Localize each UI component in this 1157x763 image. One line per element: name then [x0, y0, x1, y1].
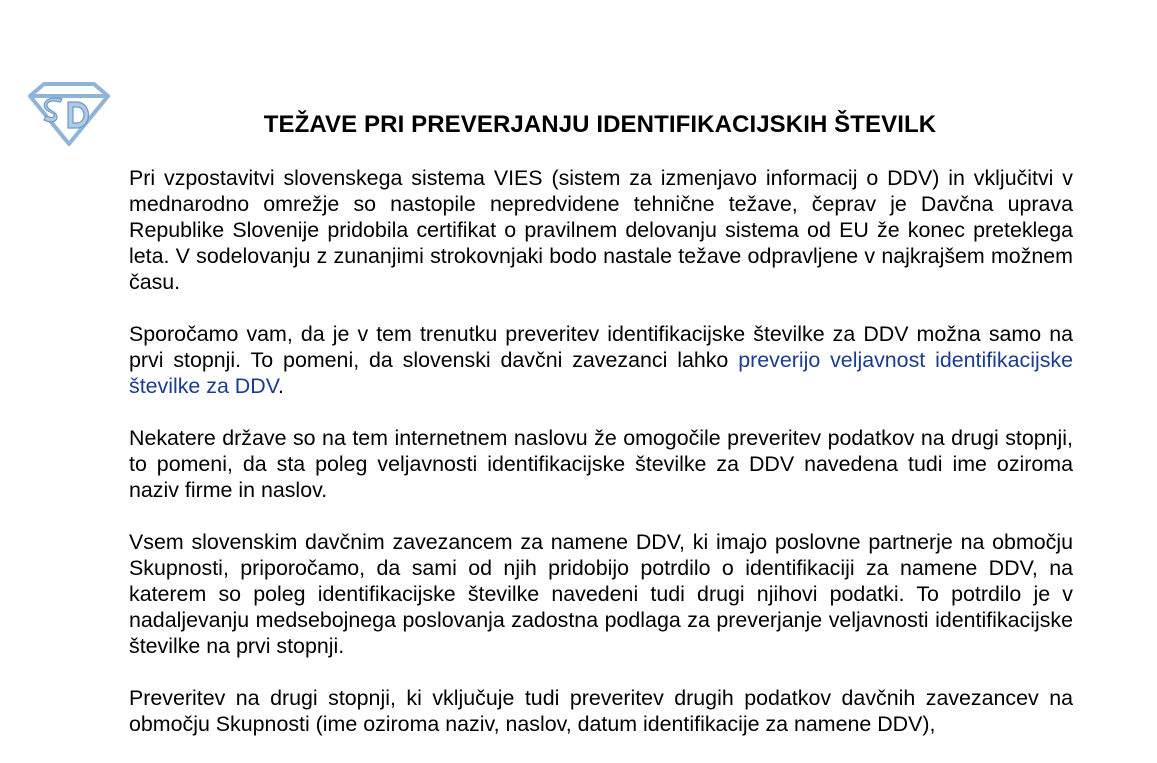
paragraph-text: . [278, 374, 284, 398]
paragraph: Nekatere države so na tem internetnem naslovu že omogočile preveritev podatkov na drugi stopnji, to pomeni, da sta poleg veljavnosti identifikacijske številke za DDV navedena tudi ime oziroma naziv firme in naslov. [129, 426, 1073, 502]
document-body [129, 165, 1073, 763]
paragraph: Preveritev na drugi stopnji, ki vključuje tudi preveritev drugih podatkov davčnih zavezancev na območju Skupnosti (ime oziroma naziv, naslov, datum identifikacije za namene DDV), [129, 686, 1073, 736]
verify-vat-number-link[interactable]: preverijo veljavnost identifikacijske številke za DDV [129, 348, 1073, 398]
paragraph-with-link [129, 321, 1073, 399]
paragraph: Vsem slovenskim davčnim zavezancem za namene DDV, ki imajo poslovne partnerje na območju Skupnosti, priporočamo, da sami od njih pridobijo potrdilo o identifikaciji za namene DDV, na katerem so poleg identifikacijske številke navedeni tudi drugi njihovi podatki. To potrdilo je v nadaljevanju medsebojnega poslovanja zadostna podlaga za preverjanje veljavnosti identifikacijske številke na prvi stopnji. [129, 530, 1073, 658]
paragraph: Pri vzpostavitvi slovenskega sistema VIES (sistem za izmenjavo informacij o DDV) in vključitvi v mednarodno omrežje so nastopile nepredvidene tehnične težave, čeprav je Davčna uprava Republike Slovenije pridobila certifikat o pravilnem delovanju sistema od EU že konec preteklega leta. V sodelovanju z zunanjimi strokovnjaki bodo nastale težave odpravljene v najkrajšem možnem času. [129, 166, 1073, 294]
page-title: TEŽAVE PRI PREVERJANJU IDENTIFIKACIJSKIH ŠTEVILK [263, 111, 937, 138]
paragraph-text: Sporočamo vam, da je v tem trenutku preveritev identifikacijske številke za DDV možna samo na prvi stopnji. To pomeni, da slovenski davčni zavezanci lahko [129, 322, 1073, 372]
